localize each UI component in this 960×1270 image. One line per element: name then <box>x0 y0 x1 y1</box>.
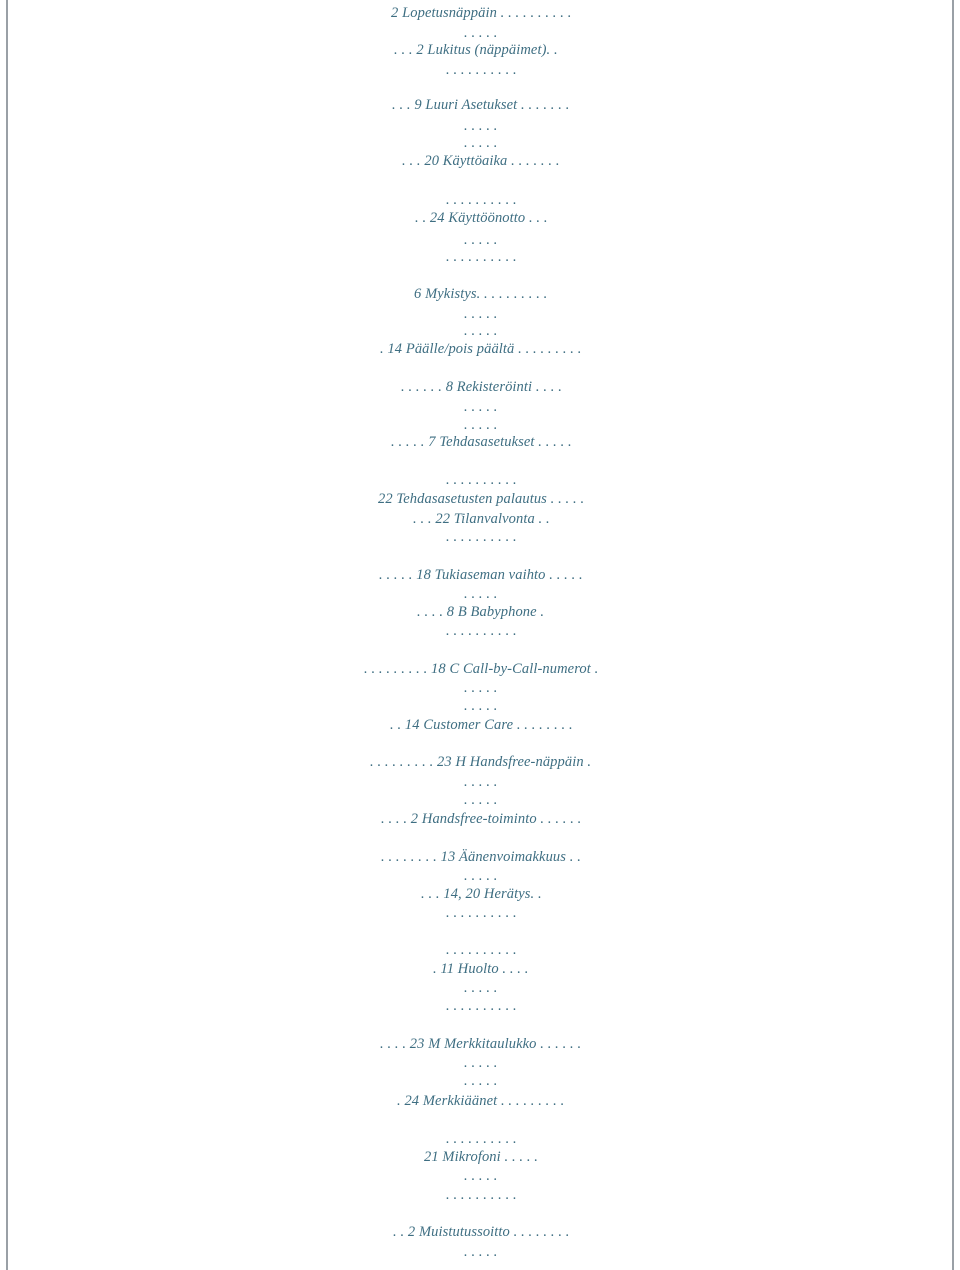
index-line: . . . . . 18 Tukiaseman vaihto . . . . . <box>379 567 583 583</box>
index-line: . . . . . . 8 Rekisteröinti . . . . <box>401 379 562 395</box>
index-line: . . . . . <box>464 232 498 248</box>
index-line: 6 Mykistys. . . . . . . . . . <box>414 286 548 302</box>
index-line: . . . . . . . . . . <box>446 62 517 78</box>
index-line: . . . 2 Lukitus (näppäimet). . <box>394 42 558 58</box>
index-line: . . . . . . . . . . <box>446 1131 517 1147</box>
index-line: . . . . . <box>464 1168 498 1184</box>
index-line: . . . . . <box>464 1244 498 1260</box>
index-line: . . . . . . . . . . <box>446 942 517 958</box>
index-line: . . 14 Customer Care . . . . . . . . <box>390 717 573 733</box>
index-line: . . . 9 Luuri Asetukset . . . . . . . <box>392 97 570 113</box>
index-line: . . . . . 7 Tehdasasetukset . . . . . <box>391 434 572 450</box>
index-line: . . . . . . . . . . <box>446 1187 517 1203</box>
index-line: . . . . . . . . . 18 C Call-by-Call-numerot . <box>364 661 599 677</box>
index-line: . . . . . <box>464 1073 498 1089</box>
index-line: . . . 14, 20 Herätys. . <box>421 886 542 902</box>
index-line: . . . . . <box>464 980 498 996</box>
index-line: . . . . . . . . . . <box>446 472 517 488</box>
index-line: . . . . . . . . . . <box>446 905 517 921</box>
index-line: . . . . . <box>464 323 498 339</box>
index-line: . . . 22 Tilanvalvonta . . <box>413 511 550 527</box>
index-line: . . . . . <box>464 1055 498 1071</box>
index-line: . . . . . <box>464 792 498 808</box>
index-line: . . . . . <box>464 586 498 602</box>
index-line: . . . . . <box>464 25 498 41</box>
index-line: . . . . . . . . . . <box>446 192 517 208</box>
index-line: . . . . . . . . 13 Äänenvoimakkuus . . <box>381 849 581 865</box>
index-line: . . . . . . . . . . <box>446 623 517 639</box>
index-line: . . . . . <box>464 774 498 790</box>
index-line: . . . . 23 M Merkkitaulukko . . . . . . <box>380 1036 582 1052</box>
index-line: . . . . . <box>464 868 498 884</box>
index-line: 21 Mikrofoni . . . . . <box>424 1149 539 1165</box>
index-line: . . . . 8 B Babyphone . <box>417 604 545 620</box>
index-line: . . . . . <box>464 399 498 415</box>
index-line: . . . . . . . . . . <box>446 529 517 545</box>
index-line: . 14 Päälle/pois päältä . . . . . . . . . <box>380 341 582 357</box>
index-line: . . 2 Muistutussoitto . . . . . . . . <box>393 1224 570 1240</box>
index-line: . 24 Merkkiäänet . . . . . . . . . <box>397 1093 565 1109</box>
index-line: . . . . . <box>464 698 498 714</box>
index-line: 2 Lopetusnäppäin . . . . . . . . . . <box>391 5 572 21</box>
index-line: . . . 20 Käyttöaika . . . . . . . <box>402 153 560 169</box>
index-line: . . . . . . . . . . <box>446 998 517 1014</box>
index-line: . . . . . <box>464 306 498 322</box>
index-line: . . . . . <box>464 680 498 696</box>
index-line: . . . . . . . . . . <box>446 249 517 265</box>
index-line: . . 24 Käyttöönotto . . . <box>415 210 548 226</box>
index-line: 22 Tehdasasetusten palautus . . . . . <box>378 491 585 507</box>
index-line: . 11 Huolto . . . . <box>433 961 529 977</box>
index-line: . . . . . <box>464 417 498 433</box>
index-line: . . . . . <box>464 135 498 151</box>
index-line: . . . . 2 Handsfree-toiminto . . . . . . <box>381 811 582 827</box>
index-line: . . . . . . . . . 23 H Handsfree-näppäin . <box>370 754 592 770</box>
index-line: . . . . . <box>464 118 498 134</box>
